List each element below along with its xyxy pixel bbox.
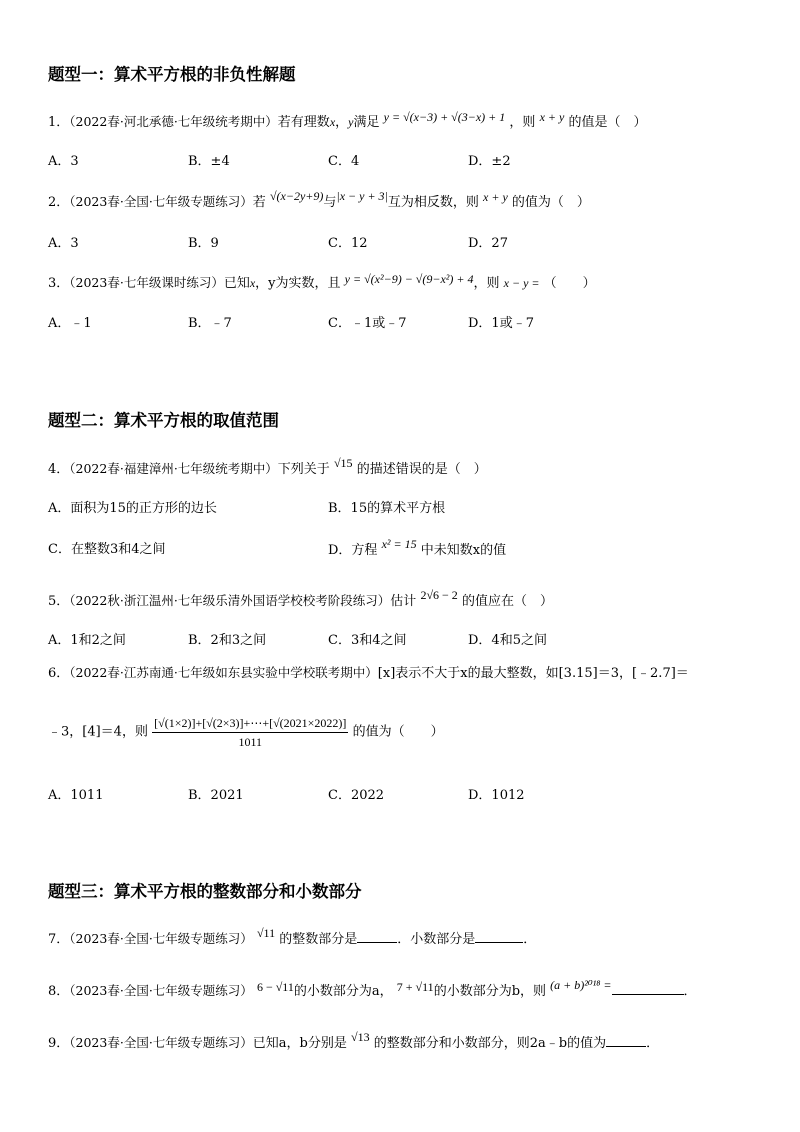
option-b[interactable]: B．15的算术平方根 <box>328 501 446 516</box>
option-d-formula: x² = 15 <box>381 537 417 551</box>
option-a[interactable]: A．1011 <box>48 788 104 803</box>
question-number: 9． <box>48 1036 70 1051</box>
question-text: 下列关于 <box>277 462 330 477</box>
question-text: 已知a，b分别是 <box>252 1036 347 1051</box>
option-d[interactable]: D．1或﹣7 <box>468 316 534 331</box>
separator: ， <box>335 115 349 130</box>
question-source: （2022春·河北承德·七年级统考期中） <box>69 114 278 129</box>
question-1 <box>48 110 647 132</box>
question-text: ﹣3，[4]＝4，则 <box>48 724 148 740</box>
fraction <box>152 714 348 751</box>
question-text: ．小数部分是 <box>397 932 476 947</box>
question-6-line-2 <box>48 714 444 751</box>
question-source: （2023春·全国·七年级专题练习） <box>69 1035 253 1050</box>
option-b[interactable]: B．2021 <box>188 788 244 803</box>
option-b[interactable]: B．9 <box>188 236 219 251</box>
answer-blank-1[interactable] <box>357 930 397 943</box>
question-text: ，则 <box>509 115 536 130</box>
question-text: 的值为（ ） <box>352 724 444 740</box>
question-number: 3． <box>48 276 70 291</box>
option-c[interactable]: C．3和4之间 <box>328 633 407 648</box>
fraction-denominator: 1011 <box>238 735 263 749</box>
question-text: ，则 <box>473 276 500 291</box>
formula: 2√6 − 2 <box>420 588 458 602</box>
formula: √13 <box>351 1030 370 1044</box>
question-number: 6． <box>48 666 70 681</box>
question-text: ． <box>683 984 697 999</box>
formula: √11 <box>256 926 276 940</box>
question-4 <box>48 456 487 479</box>
question-text: 的小数部分为a， <box>293 984 393 999</box>
question-text: 互为相反数，则 <box>387 195 479 210</box>
question-8 <box>48 978 697 1001</box>
option-c[interactable]: C．4 <box>328 154 360 169</box>
formula: y = √(x²−9) − √(9−x²) + 4 <box>344 272 474 286</box>
question-source: （2023春·全国·七年级专题练习） <box>69 931 253 946</box>
section-heading-3: 题型三：算术平方根的整数部分和小数部分 <box>48 882 362 901</box>
option-d[interactable]: D．4和5之间 <box>468 633 547 648</box>
fraction-numerator: [√(1×2)]+[√(2×3)]+⋯+[√(2021×2022)] <box>152 714 348 733</box>
section-heading-2: 题型二：算术平方根的取值范围 <box>48 411 279 430</box>
question-text: ． <box>523 932 537 947</box>
question-number: 4． <box>48 462 70 477</box>
formula-c: (a + b)²⁰¹⁸ = <box>550 978 612 992</box>
question-text: 的描述错误的是（ ） <box>356 462 487 477</box>
option-b[interactable]: B．±4 <box>188 154 230 169</box>
question-5 <box>48 588 553 611</box>
formula: √15 <box>333 456 353 470</box>
question-text: 的整数部分是 <box>279 932 358 947</box>
question-number: 5． <box>48 594 70 609</box>
question-number: 2． <box>48 195 70 210</box>
question-text: 的整数部分和小数部分，则2a﹣b的值为 <box>373 1036 607 1051</box>
option-b[interactable]: B．2和3之间 <box>188 633 267 648</box>
answer-blank[interactable] <box>612 982 684 995</box>
question-text: 的值为（ ） <box>511 195 590 210</box>
expression: x − y = <box>503 276 540 290</box>
question-text: 已知 <box>223 276 250 291</box>
question-6 <box>48 664 689 683</box>
question-source: （2023春·七年级课时练习） <box>69 275 224 290</box>
option-a[interactable]: A．3 <box>48 236 79 251</box>
option-b[interactable]: B．﹣7 <box>188 316 232 331</box>
question-text: 若有理数 <box>277 115 330 130</box>
option-d[interactable]: D．1012 <box>468 788 525 803</box>
formula-b: |x − y + 3| <box>336 189 388 203</box>
question-text: 的值是（ ） <box>568 115 647 130</box>
question-7 <box>48 926 537 949</box>
formula-a: 6 − √11 <box>256 980 294 994</box>
question-number: 8． <box>48 984 70 999</box>
question-text: （ ） <box>543 276 596 291</box>
var-x: x <box>249 276 256 290</box>
option-d[interactable]: D．±2 <box>468 154 511 169</box>
question-text: 满足 <box>353 115 380 130</box>
option-d[interactable] <box>328 537 507 560</box>
question-text: ． <box>646 1036 660 1051</box>
option-c[interactable]: C．12 <box>328 236 368 251</box>
section-heading-1: 题型一：算术平方根的非负性解题 <box>48 65 296 84</box>
answer-blank-2[interactable] <box>475 930 523 943</box>
question-3 <box>48 274 596 293</box>
option-a[interactable]: A．面积为15的正方形的边长 <box>48 501 217 516</box>
answer-blank[interactable] <box>606 1034 646 1047</box>
formula-a: √(x−2y+9) <box>269 189 324 203</box>
question-text: ，y为实数，且 <box>255 276 341 291</box>
option-a[interactable]: A．1和2之间 <box>48 633 126 648</box>
question-text: 与 <box>323 195 337 210</box>
var-x: x <box>329 115 336 129</box>
question-text: 估计 <box>390 594 417 609</box>
question-source: （2022春·江苏南通·七年级如东县实验中学校联考期中） <box>69 665 378 680</box>
option-c[interactable]: C．2022 <box>328 788 385 803</box>
option-d[interactable]: D．27 <box>468 236 508 251</box>
formula-b: 7 + √11 <box>396 980 434 994</box>
question-text: 的值应在（ ） <box>461 594 553 609</box>
question-source: （2022春·福建漳州·七年级统考期中） <box>69 461 278 476</box>
question-number: 7． <box>48 932 70 947</box>
option-c[interactable]: C．﹣1或﹣7 <box>328 316 407 331</box>
question-text: 若 <box>252 195 266 210</box>
question-9 <box>48 1030 660 1053</box>
question-source: （2023春·全国·七年级专题练习） <box>69 983 253 998</box>
question-text: 的小数部分为b，则 <box>433 984 547 999</box>
expression: x + y <box>539 110 565 124</box>
question-text: [x]表示不大于x的最大整数，如[3.15]＝3，[﹣2.7]＝ <box>377 666 689 681</box>
option-d-text: D．方程 <box>328 543 378 558</box>
option-a[interactable]: A．﹣1 <box>48 316 92 331</box>
question-2 <box>48 189 590 212</box>
var-y: y <box>348 115 354 129</box>
option-c[interactable]: C．在整数3和4之间 <box>48 542 166 557</box>
question-source: （2022秋·浙江温州·七年级乐清外国语学校校考阶段练习） <box>69 593 391 608</box>
expression: x + y <box>483 190 508 204</box>
question-number: 1． <box>48 115 70 130</box>
question-source: （2023春·全国·七年级专题练习） <box>69 194 253 209</box>
option-a[interactable]: A．3 <box>48 154 79 169</box>
formula: y = √(x−3) + √(3−x) + 1 <box>383 110 506 124</box>
option-d-tail: 中未知数x的值 <box>420 543 507 558</box>
